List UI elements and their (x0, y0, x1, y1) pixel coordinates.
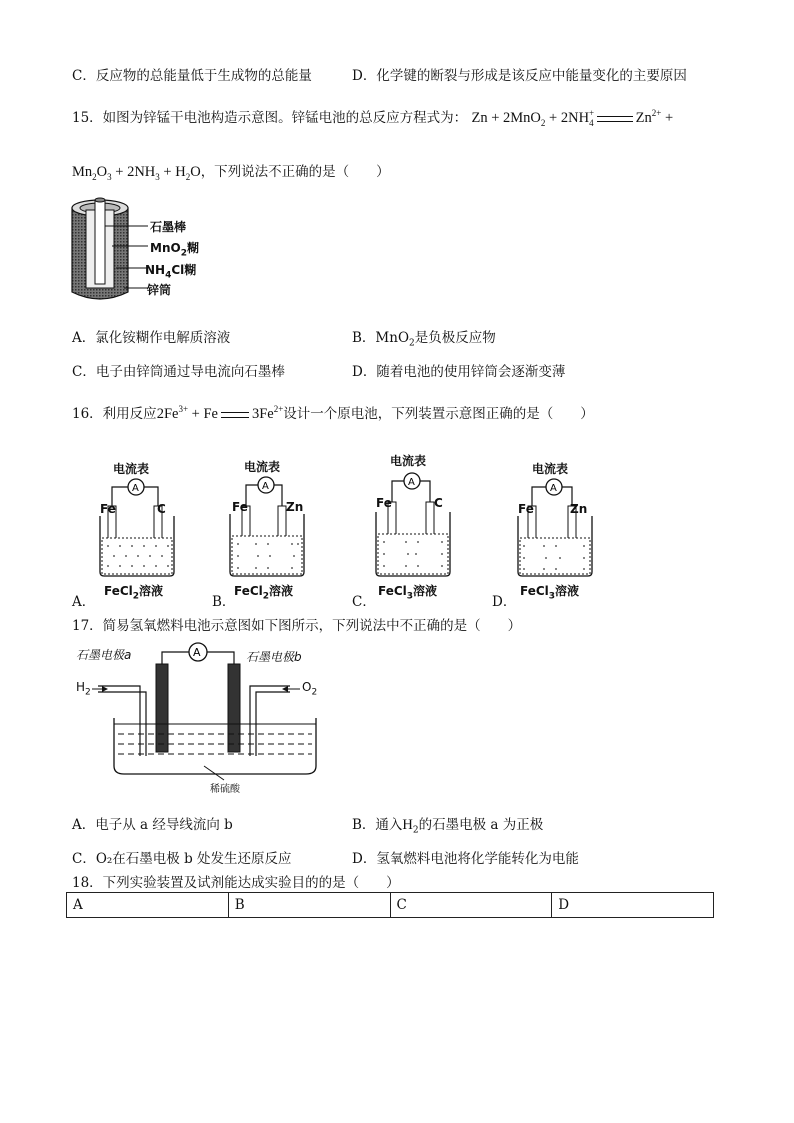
q18-column-a: A (67, 893, 229, 918)
label-nh4cl-paste: $NH_4Cl$糊 (145, 263, 197, 281)
option-letter: B． (212, 594, 236, 610)
ammeter-label: 电流表 (244, 460, 281, 474)
q15-equation-line1: $Zn + 2MnO_2 + 2NH^+_4$ $Zn^{2+}$ + (471, 108, 674, 128)
ammeter-symbol: A (262, 481, 269, 492)
q18-column-c: C (390, 893, 552, 918)
label-mno2-paste: MnO$_2$糊 (150, 241, 199, 259)
ammeter-label: 电流表 (390, 454, 427, 468)
solution-label: FeCl$_3$溶液 (378, 584, 438, 602)
label-electrode-b: 石墨电极b (246, 650, 302, 664)
q18-options-table (66, 892, 714, 918)
ammeter-label: 电流表 (532, 462, 569, 476)
electrode-right: C (157, 502, 166, 516)
ammeter-symbol: A (550, 483, 557, 494)
q16-stem: 16．利用反应$2Fe^{3+} + Fe$ $3Fe^{2+}$设计一个原电池，下列装置示意图正确的是（ ） (72, 404, 594, 422)
electrode-left: Fe (232, 500, 248, 514)
q15-option-b: B．MnO$_2$是负极反应物 (352, 330, 496, 349)
label-electrode-a: 石墨电极a (76, 648, 132, 662)
q14-option-d: D．化学键的断裂与形成是该反应中能量变化的主要原因 (352, 68, 687, 84)
q18-stem: 18．下列实验装置及试剂能达成实验目的的是（ ） (72, 875, 400, 891)
ammeter-symbol: A (132, 483, 139, 494)
electrode-right: Zn (570, 502, 588, 516)
label-h2: $H_2$ (76, 680, 91, 698)
galvanic-cell-d-diagram (514, 476, 600, 580)
galvanic-cell-a-diagram (96, 476, 182, 580)
q17-option-d: D．氢氧燃料电池将化学能转化为电能 (352, 851, 579, 867)
solution-label: FeCl$_3$溶液 (520, 584, 580, 602)
solution-label: FeCl$_2$溶液 (234, 584, 294, 602)
ammeter-symbol: A (193, 646, 201, 659)
q18-column-b: B (228, 893, 390, 918)
table-row (67, 893, 714, 918)
q15-option-c: C．电子由锌筒通过导电流向石墨棒 (72, 364, 285, 380)
label-zinc-can: 锌筒 (147, 283, 172, 297)
solution-label: FeCl$_2$溶液 (104, 584, 164, 602)
galvanic-cell-b-diagram (226, 474, 312, 580)
electrode-left: Fe (518, 502, 534, 516)
option-letter: D． (492, 594, 517, 610)
option-letter: C． (352, 594, 376, 610)
electrode-right: Zn (286, 500, 304, 514)
q17-option-b: B．通入$H_2$的石墨电极 a 为正极 (352, 817, 544, 836)
q17-option-c: C．O₂在石墨电极 b 处发生还原反应 (72, 851, 292, 867)
label-dilute-sulfuric-acid: 稀硫酸 (210, 784, 240, 795)
q15-stem-text: 15．如图为锌锰干电池构造示意图。锌锰电池的总反应方程式为： (72, 110, 468, 126)
galvanic-cell-c-diagram (372, 468, 458, 580)
electrode-left: Fe (100, 502, 116, 516)
q17-option-a: A．电子从 a 经导线流向 b (72, 817, 233, 833)
q15-stem-line2: $Mn_2O_3 + 2NH_3 + H_2O$，下列说法不正确的是（ ） (72, 164, 390, 182)
ammeter-symbol: A (408, 477, 415, 488)
q15-stem (72, 106, 673, 127)
label-graphite-rod: 石墨棒 (150, 220, 187, 234)
option-letter: A． (72, 594, 96, 610)
q15-option-d: D．随着电池的使用锌筒会逐渐变薄 (352, 364, 566, 380)
label-o2: $O_2$ (302, 680, 318, 698)
ammeter-label: 电流表 (113, 462, 150, 476)
q14-option-c: C．反应物的总能量低于生成物的总能量 (72, 68, 312, 84)
q15-equation-line2: $Mn_2O_3 + 2NH_3 + H_2O$ (72, 164, 201, 182)
equals-arrow (597, 116, 633, 122)
electrode-left: Fe (376, 496, 392, 510)
q15-option-a: A．氯化铵糊作电解质溶液 (72, 330, 231, 346)
electrode-right: C (434, 496, 443, 510)
q17-stem: 17．简易氢氧燃料电池示意图如下图所示，下列说法中不正确的是（ ） (72, 618, 522, 634)
q18-column-d: D (552, 893, 714, 918)
